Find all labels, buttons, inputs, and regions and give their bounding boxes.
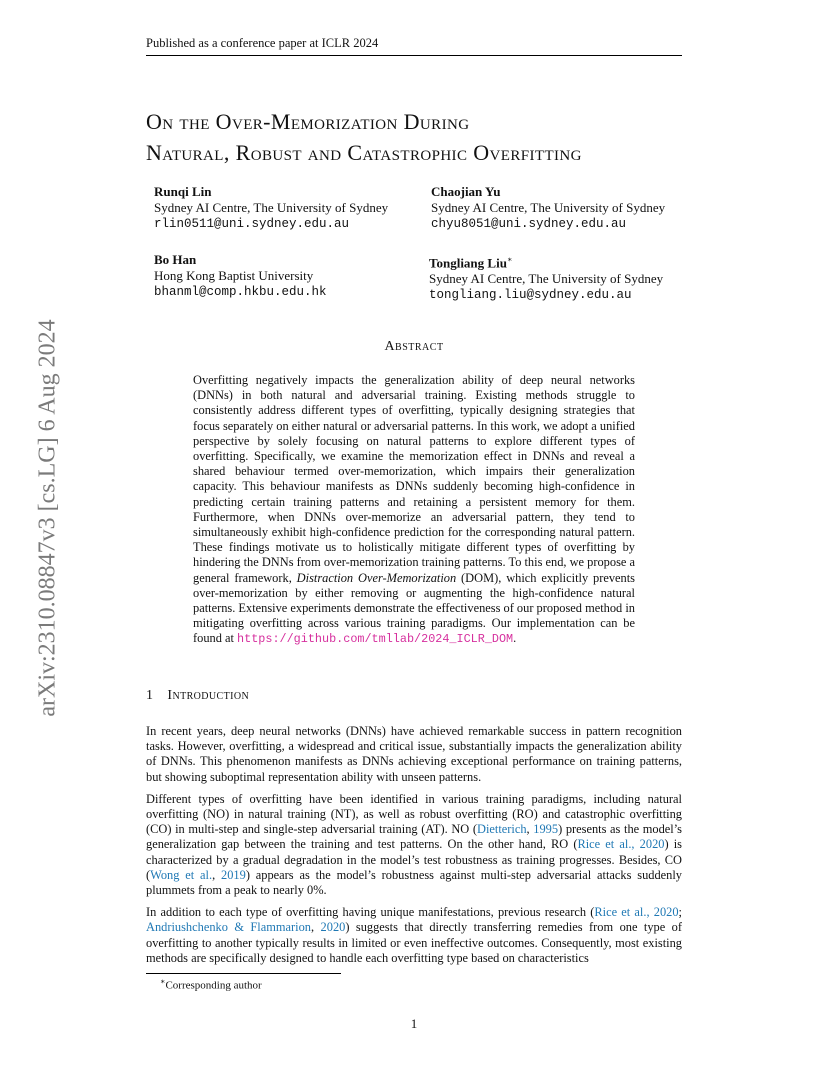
author-email[interactable]: rlin0511@uni.sydney.edu.au [154, 217, 350, 231]
citation-separator: , [212, 867, 222, 882]
citation-link[interactable]: Andriushchenko & Flammarion [146, 920, 311, 935]
author-name-row [429, 252, 663, 271]
author-2 [431, 184, 665, 232]
citation-year-link[interactable]: 2020 [639, 837, 665, 852]
author-4 [429, 252, 663, 303]
arxiv-stamp: arXiv:2310.08847v3 [cs.LG] 6 Aug 2024 [34, 319, 61, 717]
paragraph-text: In addition to each type of overfitting having unique manifestations, previous research ( [146, 905, 595, 920]
author-affiliation: Sydney AI Centre, The University of Sydney [154, 200, 389, 215]
author-name: Tongliang Liu [429, 255, 507, 271]
paper-title [146, 106, 746, 168]
paragraph-3 [146, 905, 682, 966]
paragraph-text: ) appears as the model’s robustness against multi-step adversarial attacks suddenly plummets from a peak to nearly 0%. [146, 867, 682, 898]
paragraph-text: ) suggests that directly transferring remedies from one type of overfitting to another typically results in limited or even ineffective outcomes. Consequently, most existing methods are specifically designed to handle each overfitting type based on characteristics [146, 920, 682, 965]
paragraph-text: ) is characterized by a gradual degradation in the model’s test robustness as training progresses. Besides, CO ( [146, 837, 682, 882]
author-name: Runqi Lin [154, 184, 212, 199]
paragraph-text: Different types of overfitting have been identified in various training paradigms, including natural overfitting (NO) in natural training (NT), as well as robust overfitting (RO) and catastrophic overfitting (CO) in multi-step and single-step adversarial training (AT). NO ( [146, 791, 682, 837]
method-name: Distraction Over-Memorization [296, 570, 457, 585]
author-email[interactable]: tongliang.liu@sydney.edu.au [429, 288, 632, 303]
citation-year-link[interactable]: 1995 [533, 822, 559, 837]
footnote-rule [146, 973, 341, 974]
footnote-marker: ∗ [160, 977, 166, 986]
citation-link[interactable]: Dietterich [477, 822, 527, 837]
citation-link[interactable]: Rice et al., [577, 837, 635, 852]
paragraph-1: In recent years, deep neural networks (DNNs) have achieved remarkable success in pattern recognition tasks. However, overfitting, a widespread and critical issue, substantially impacts the generalization ability of DNNs. This phenomenon manifests as DNNs achieving exceptional performance on training patterns, but showing suboptimal representation ability with unseen patterns. [146, 724, 682, 784]
author-name: Bo Han [154, 252, 197, 267]
paragraph-2 [146, 792, 682, 898]
section-number: 1 [146, 688, 154, 703]
footnote-text: Corresponding author [165, 979, 262, 992]
citation-link[interactable]: Rice et al., [594, 905, 650, 920]
author-block [154, 184, 694, 304]
citation-year-link[interactable]: 2020 [653, 905, 679, 920]
citation-year-link[interactable]: 2020 [320, 920, 346, 935]
author-3 [154, 252, 327, 300]
title-line-1: On the Over-Memorization During [146, 109, 470, 134]
citation-year-link[interactable]: 2019 [221, 867, 246, 882]
title-line-2: Natural, Robust and Catastrophic Overfitting [146, 140, 582, 165]
author-affiliation: Hong Kong Baptist University [154, 268, 314, 283]
author-name: Chaojian Yu [431, 184, 501, 199]
author-affiliation: Sydney AI Centre, The University of Sydney [429, 271, 664, 287]
code-link[interactable]: https://github.com/tmllab/2024_ICLR_DOM [237, 632, 514, 647]
running-header: Published as a conference paper at ICLR 2024 [146, 36, 682, 56]
section-title: Introduction [167, 688, 250, 703]
abstract-heading: Abstract [384, 339, 444, 354]
citation-separator: , [526, 822, 534, 837]
author-email[interactable]: chyu8051@uni.sydney.edu.au [431, 217, 627, 231]
citation-separator: , [311, 920, 321, 935]
citation-link[interactable]: Wong et al. [150, 867, 213, 882]
corresponding-marker: ∗ [506, 255, 513, 264]
citation-separator: ; [678, 905, 682, 920]
abstract-end: . [513, 631, 517, 646]
abstract-text-1: Overfitting negatively impacts the generalization ability of deep neural networks (DNNs) in both natural and adversarial training. Existing methods struggle to consistently address different types of overfitting, typically designing strategies that focus separately on either natural or adversarial patterns. In this work, we adopt a unified perspective by solely focusing on natural patterns to explore different types of overfitting. Specifically, we examine the memorization effect in DNNs and reveal a shared behaviour termed over-memorization, which impairs their generalization capacity. This behaviour manifests as DNNs suddenly becoming high-confidence in predicting certain training patterns and retaining a persistent memory for them. Furthermore, when DNNs over-memorize an adversarial pattern, they tend to simultaneously exhibit high-confidence prediction for the corresponding natural pattern. These findings motivate us to holistically mitigate different types of overfitting by hindering the DNNs from over-memorization training patterns. To this end, we propose a general framework, [193, 373, 635, 585]
abstract-text-2: (DOM), which explicitly prevents over-memorization by either removing or augmenting the high-confidence natural patterns. Extensive experiments demonstrate the effectiveness of our proposed method in mitigating overfitting across various training paradigms. Our implementation can be found at [193, 570, 635, 646]
footnote [160, 977, 262, 992]
paragraph-text: ) presents as the model’s generalization gap between the training and test patterns. On the other hand, RO ( [146, 822, 683, 852]
intro-body [146, 724, 682, 973]
section-heading [146, 688, 249, 704]
author-affiliation: Sydney AI Centre, The University of Sydney [431, 200, 666, 215]
abstract-body [193, 373, 635, 648]
author-1 [154, 184, 388, 232]
author-email[interactable]: bhanml@comp.hkbu.edu.hk [154, 285, 327, 299]
page-number: 1 [410, 1016, 418, 1031]
